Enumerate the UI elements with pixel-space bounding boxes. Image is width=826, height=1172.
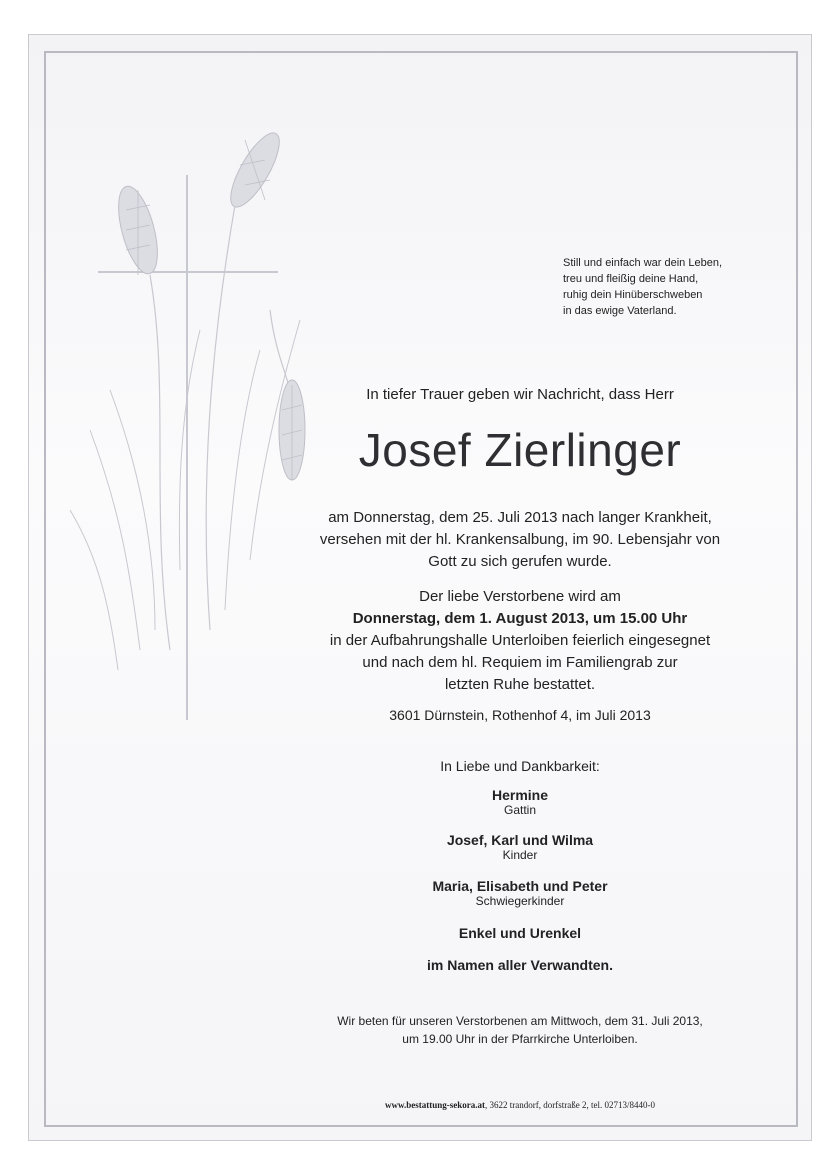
poem-line: in das ewige Vaterland. xyxy=(563,305,677,317)
death-line: Gott zu sich gerufen wurde. xyxy=(428,553,612,570)
family-member-names: Hermine xyxy=(491,787,549,803)
family-member-relation: Gattin xyxy=(503,803,536,817)
poem-line: treu und fleißig deine Hand, xyxy=(563,273,699,285)
ceremony-intro: Der liebe Verstorbene wird am xyxy=(419,588,621,605)
poem-line: ruhig dein Hinüberschweben xyxy=(563,289,703,301)
deceased-name: Josef Zierlinger xyxy=(358,424,682,476)
ceremony-details xyxy=(300,586,740,696)
family-member-relation: Schwiegerkinder xyxy=(475,894,565,908)
poem-line: Still und einfach war dein Leben, xyxy=(563,257,722,269)
family-heading: In Liebe und Dankbarkeit: xyxy=(440,758,600,774)
place-date: 3601 Dürnstein, Rothenhof 4, im Juli 2013 xyxy=(389,707,651,723)
ceremony-line: letzten Ruhe bestattet. xyxy=(444,676,596,693)
family-member-names: Josef, Karl und Wilma xyxy=(446,832,594,848)
footer-website[interactable]: www.bestattung-sekora.at xyxy=(385,1100,486,1110)
family-member xyxy=(300,878,740,909)
ceremony-line: in der Aufbahrungshalle Unterloiben feierlich eingesegnet xyxy=(329,632,711,649)
footer xyxy=(300,1100,740,1110)
family-member xyxy=(300,832,740,863)
ceremony-line: und nach dem hl. Requiem im Familiengrab zur xyxy=(362,654,678,671)
footer-address: , 3622 trandorf, dorfstraße 2, tel. 02713/8440-0 xyxy=(485,1100,655,1110)
grandchildren: Enkel und Urenkel xyxy=(458,925,582,941)
relatives: im Namen aller Verwandten. xyxy=(427,957,613,973)
poem xyxy=(563,255,773,319)
prayer-notice xyxy=(280,1012,760,1048)
family-member-names: Maria, Elisabeth und Peter xyxy=(432,878,608,894)
family-member xyxy=(300,787,740,818)
family-member-relation: Kinder xyxy=(502,848,538,862)
intro-text: In tiefer Trauer geben wir Nachricht, dass Herr xyxy=(366,386,674,403)
prayer-line: um 19.00 Uhr in der Pfarrkirche Unterloiben. xyxy=(402,1032,638,1046)
death-line: versehen mit der hl. Krankensalbung, im 90. Lebensjahr von xyxy=(319,531,721,548)
prayer-line: Wir beten für unseren Verstorbenen am Mittwoch, dem 31. Juli 2013, xyxy=(337,1014,703,1028)
ceremony-date: Donnerstag, dem 1. August 2013, um 15.00 Uhr xyxy=(352,610,688,627)
death-announcement xyxy=(300,507,740,573)
death-line: am Donnerstag, dem 25. Juli 2013 nach langer Krankheit, xyxy=(328,509,712,526)
